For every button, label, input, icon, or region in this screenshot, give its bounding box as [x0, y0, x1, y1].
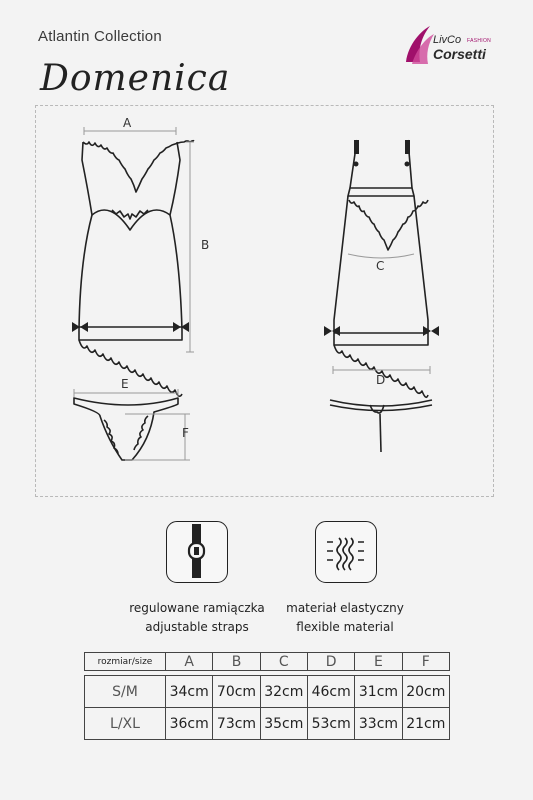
column-header-a: A [166, 653, 213, 671]
size-cell: L/XL [85, 708, 166, 740]
table-cell: 21cm [402, 708, 449, 740]
size-table [84, 652, 450, 740]
feature-flexible-material [245, 599, 445, 637]
table-cell: 20cm [402, 676, 449, 708]
table-cell: 73cm [213, 708, 260, 740]
feature-label-en: adjustable straps [145, 620, 249, 634]
table-row [85, 676, 450, 708]
dimension-label-e: E [121, 377, 129, 391]
dimension-label-b: B [201, 238, 210, 252]
column-header-b: B [213, 653, 260, 671]
table-cell: 46cm [307, 676, 354, 708]
collection-name: Atlantin Collection [38, 28, 162, 45]
table-cell: 34cm [166, 676, 213, 708]
size-cell: S/M [85, 676, 166, 708]
column-header-e: E [355, 653, 402, 671]
dimension-label-c: C [376, 259, 385, 273]
feature-label-en: flexible material [296, 620, 394, 634]
size-table-header [85, 653, 450, 671]
thong-back-drawing [330, 400, 432, 452]
table-cell: 31cm [355, 676, 402, 708]
logo-text-fashion: FASHION [467, 38, 492, 44]
table-cell: 35cm [260, 708, 307, 740]
product-title: Domenica [40, 58, 231, 99]
chemise-front-drawing [79, 141, 194, 397]
logo-text-corsetti: Corsetti [433, 46, 486, 62]
table-cell: 70cm [213, 676, 260, 708]
thong-front-drawing [74, 398, 178, 460]
table-cell: 32cm [260, 676, 307, 708]
flexible-material-icon [315, 521, 377, 583]
column-header-d: D [307, 653, 354, 671]
feature-label-pl: materiał elastyczny [286, 601, 404, 615]
feature-label-pl: regulowane ramiączka [129, 601, 265, 615]
dimension-label-a: A [123, 116, 132, 130]
adjustable-strap-icon [166, 521, 228, 583]
dimension-label-d: D [376, 373, 386, 387]
size-header-corner: rozmiar/size [85, 653, 166, 671]
column-header-f: F [402, 653, 449, 671]
table-cell: 36cm [166, 708, 213, 740]
table-cell: 33cm [355, 708, 402, 740]
dimension-label-f: F [182, 426, 189, 440]
table-cell: 53cm [307, 708, 354, 740]
logo-text-livco: LivCo [433, 34, 462, 46]
column-header-c: C [260, 653, 307, 671]
table-row [85, 708, 450, 740]
